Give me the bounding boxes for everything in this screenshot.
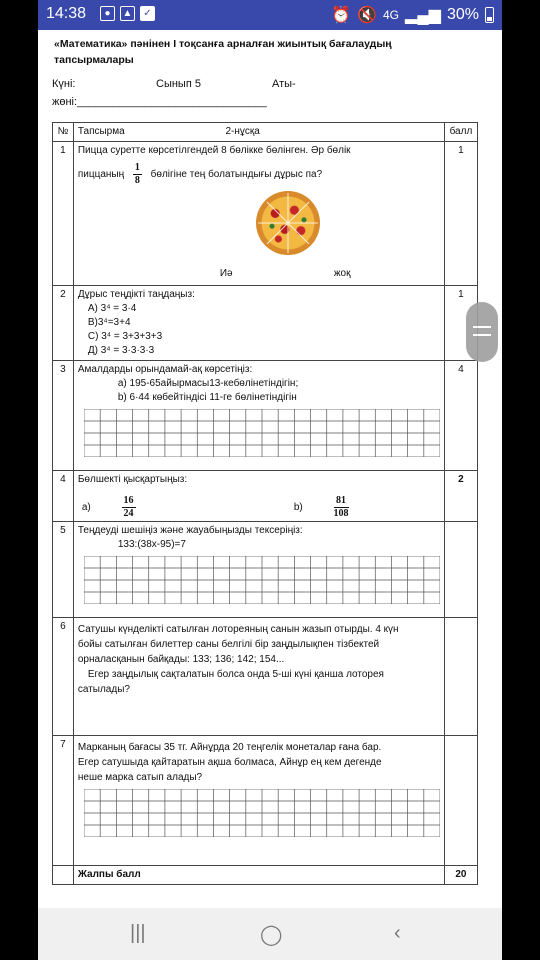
total-row [53,866,478,885]
check-icon: ✓ [140,6,155,21]
fraction-denominator: 108 [333,508,349,519]
fraction-a-label: а) [81,502,91,514]
task-text: Дұрыс теңдікті таңдаңыз: [77,289,195,300]
home-icon[interactable]: ◯ [260,924,283,946]
table-header [53,123,478,142]
row-task [73,471,444,522]
date-label: Күні: [52,78,76,90]
nav-bar [38,908,502,960]
row-task [73,286,444,361]
handle-line [473,334,491,336]
header-task-label: Тапсырма [77,126,125,137]
subtask-a: а) 195-65айырмасы13-кебөлінетіндігін; [117,378,299,389]
doc-title: «Математика» пәнінен І тоқсанға арналған жиынтық бағалаудың тапсырмалары [54,38,392,66]
row-num: 3 [53,361,74,471]
status-time: 14:38 [46,5,87,22]
fraction-a-value [122,495,136,520]
option-yes[interactable]: Иә [219,268,233,279]
notification-circle-icon: ● [100,6,115,21]
answer-grid[interactable] [84,409,440,457]
header-num: № [53,123,74,142]
subtask-b: b) 6·44 көбейтіндісі 11-ге бөлінетіндігін [117,392,297,403]
battery-icon [485,7,494,23]
fraction-b-label: b) [293,502,303,514]
answer-grid[interactable] [84,556,440,604]
task-line: Егер заңдылық сақталатын болса онда 5-ші күні қанша лоторея [87,669,384,680]
gallery-icon: ▲ [120,6,135,21]
option-d[interactable]: Д) 3⁴ = 3·3·3·3 [87,345,155,356]
equation: 133:(38x-95)=7 [117,539,186,550]
row-score: 1 [444,286,477,361]
fraction-denominator: 8 [134,175,140,186]
recent-apps-icon[interactable]: ||| [130,922,146,944]
task-line: Сатушы күнделікті сатылған лотореяның санын жазып отырды. 4 күн [77,624,399,635]
row-score: 2 [444,471,477,522]
fraction-b-value [334,495,349,520]
row-num: 1 [53,142,74,286]
row-task [73,618,444,736]
task-line2-post: бөлігіне тең болатындығы дұрыс па? [150,169,323,181]
task-line2 [78,162,440,187]
pizza-slices [256,191,320,255]
answer-grid[interactable] [84,789,440,837]
fraction-numerator: 81 [334,495,349,508]
row-num: 6 [53,618,74,736]
task-line: Егер сатушыда қайтаратын ақша болмаса, Айнұр ең кем дегенде [77,757,382,768]
fraction-a [82,495,142,520]
name-label-1: Аты- [272,78,296,90]
row-num: 5 [53,522,74,618]
document-page[interactable] [38,30,502,908]
header-task [73,123,444,142]
task-line2-pre: пиццаның [77,169,125,181]
total-label: Жалпы балл [73,866,444,885]
row-num: 7 [53,736,74,866]
row-task [73,736,444,866]
handle-line [473,326,491,328]
battery-percent: 30% [446,6,479,23]
row-num: 4 [53,471,74,522]
task-line: бойы сатылған билеттер саны белгілі бір заңдылықпен тізбектей [77,639,380,650]
task-line: неше марка сатып алады? [77,772,203,783]
task-table [52,122,478,885]
name-label-2: жөні:_______________________________ [52,96,267,108]
row-score: 4 [444,361,477,471]
option-no[interactable]: жоқ [333,268,351,279]
total-score: 20 [444,866,477,885]
alarm-icon: ⏰ [331,7,352,24]
fraction-row [78,487,440,519]
class-label: Сынып 5 [156,78,201,90]
row-num: 2 [53,286,74,361]
task-text: Бөлшекті қысқартыңыз: [77,474,188,485]
table-row [53,736,478,866]
task-line: Марканың бағасы 35 тг. Айнұрда 20 теңгелік монеталар ғана бар. [77,742,382,753]
status-right [331,5,494,25]
header-score: балл [444,123,477,142]
mute-icon: 🔇 [357,7,377,24]
task-text: Теңдеуді шешіңіз және жауабыңызды тексеріңіз: [77,525,303,536]
option-b[interactable]: В)3⁴=3+4 [87,317,131,328]
fraction-numerator: 1 [134,162,140,173]
task-line: орналасқанын байқады: 133; 136; 142; 154... [77,654,285,665]
fraction-denominator: 24 [123,508,134,519]
total-num [53,866,74,885]
fraction-numerator: 16 [123,495,134,506]
table-row [53,361,478,471]
option-c[interactable]: С) 3⁴ = 3+3+3+3 [87,331,163,342]
status-bar [38,0,502,30]
row-task [73,361,444,471]
fraction [133,162,142,187]
row-score [444,522,477,618]
option-a[interactable]: А) 3⁴ = 3·4 [87,303,137,314]
header-variant: 2-нұсқа [225,126,260,137]
fraction-b [294,495,355,520]
row-task [73,522,444,618]
back-icon[interactable]: ‹ [394,922,401,944]
row-score: 1 [444,142,477,286]
row-task [73,142,444,286]
table-row [53,471,478,522]
notification-icons [100,6,155,21]
table-row [53,618,478,736]
scroll-handle[interactable] [466,302,498,362]
signal-icon: ▂▄▆ [405,7,441,24]
table-row [53,522,478,618]
task-text: Амалдарды орындамай-ақ көрсетіңіз: [77,364,253,375]
row-score [444,736,477,866]
row-score [444,618,477,736]
table-row [53,286,478,361]
pizza-area [78,187,440,283]
network-type: 4G [383,8,400,22]
task-line: сатылады? [77,684,130,695]
task-text: Пицца суретте көрсетілгендей 8 бөлікке бөлінген. Әр бөлік [77,145,351,156]
table-row [53,142,478,286]
